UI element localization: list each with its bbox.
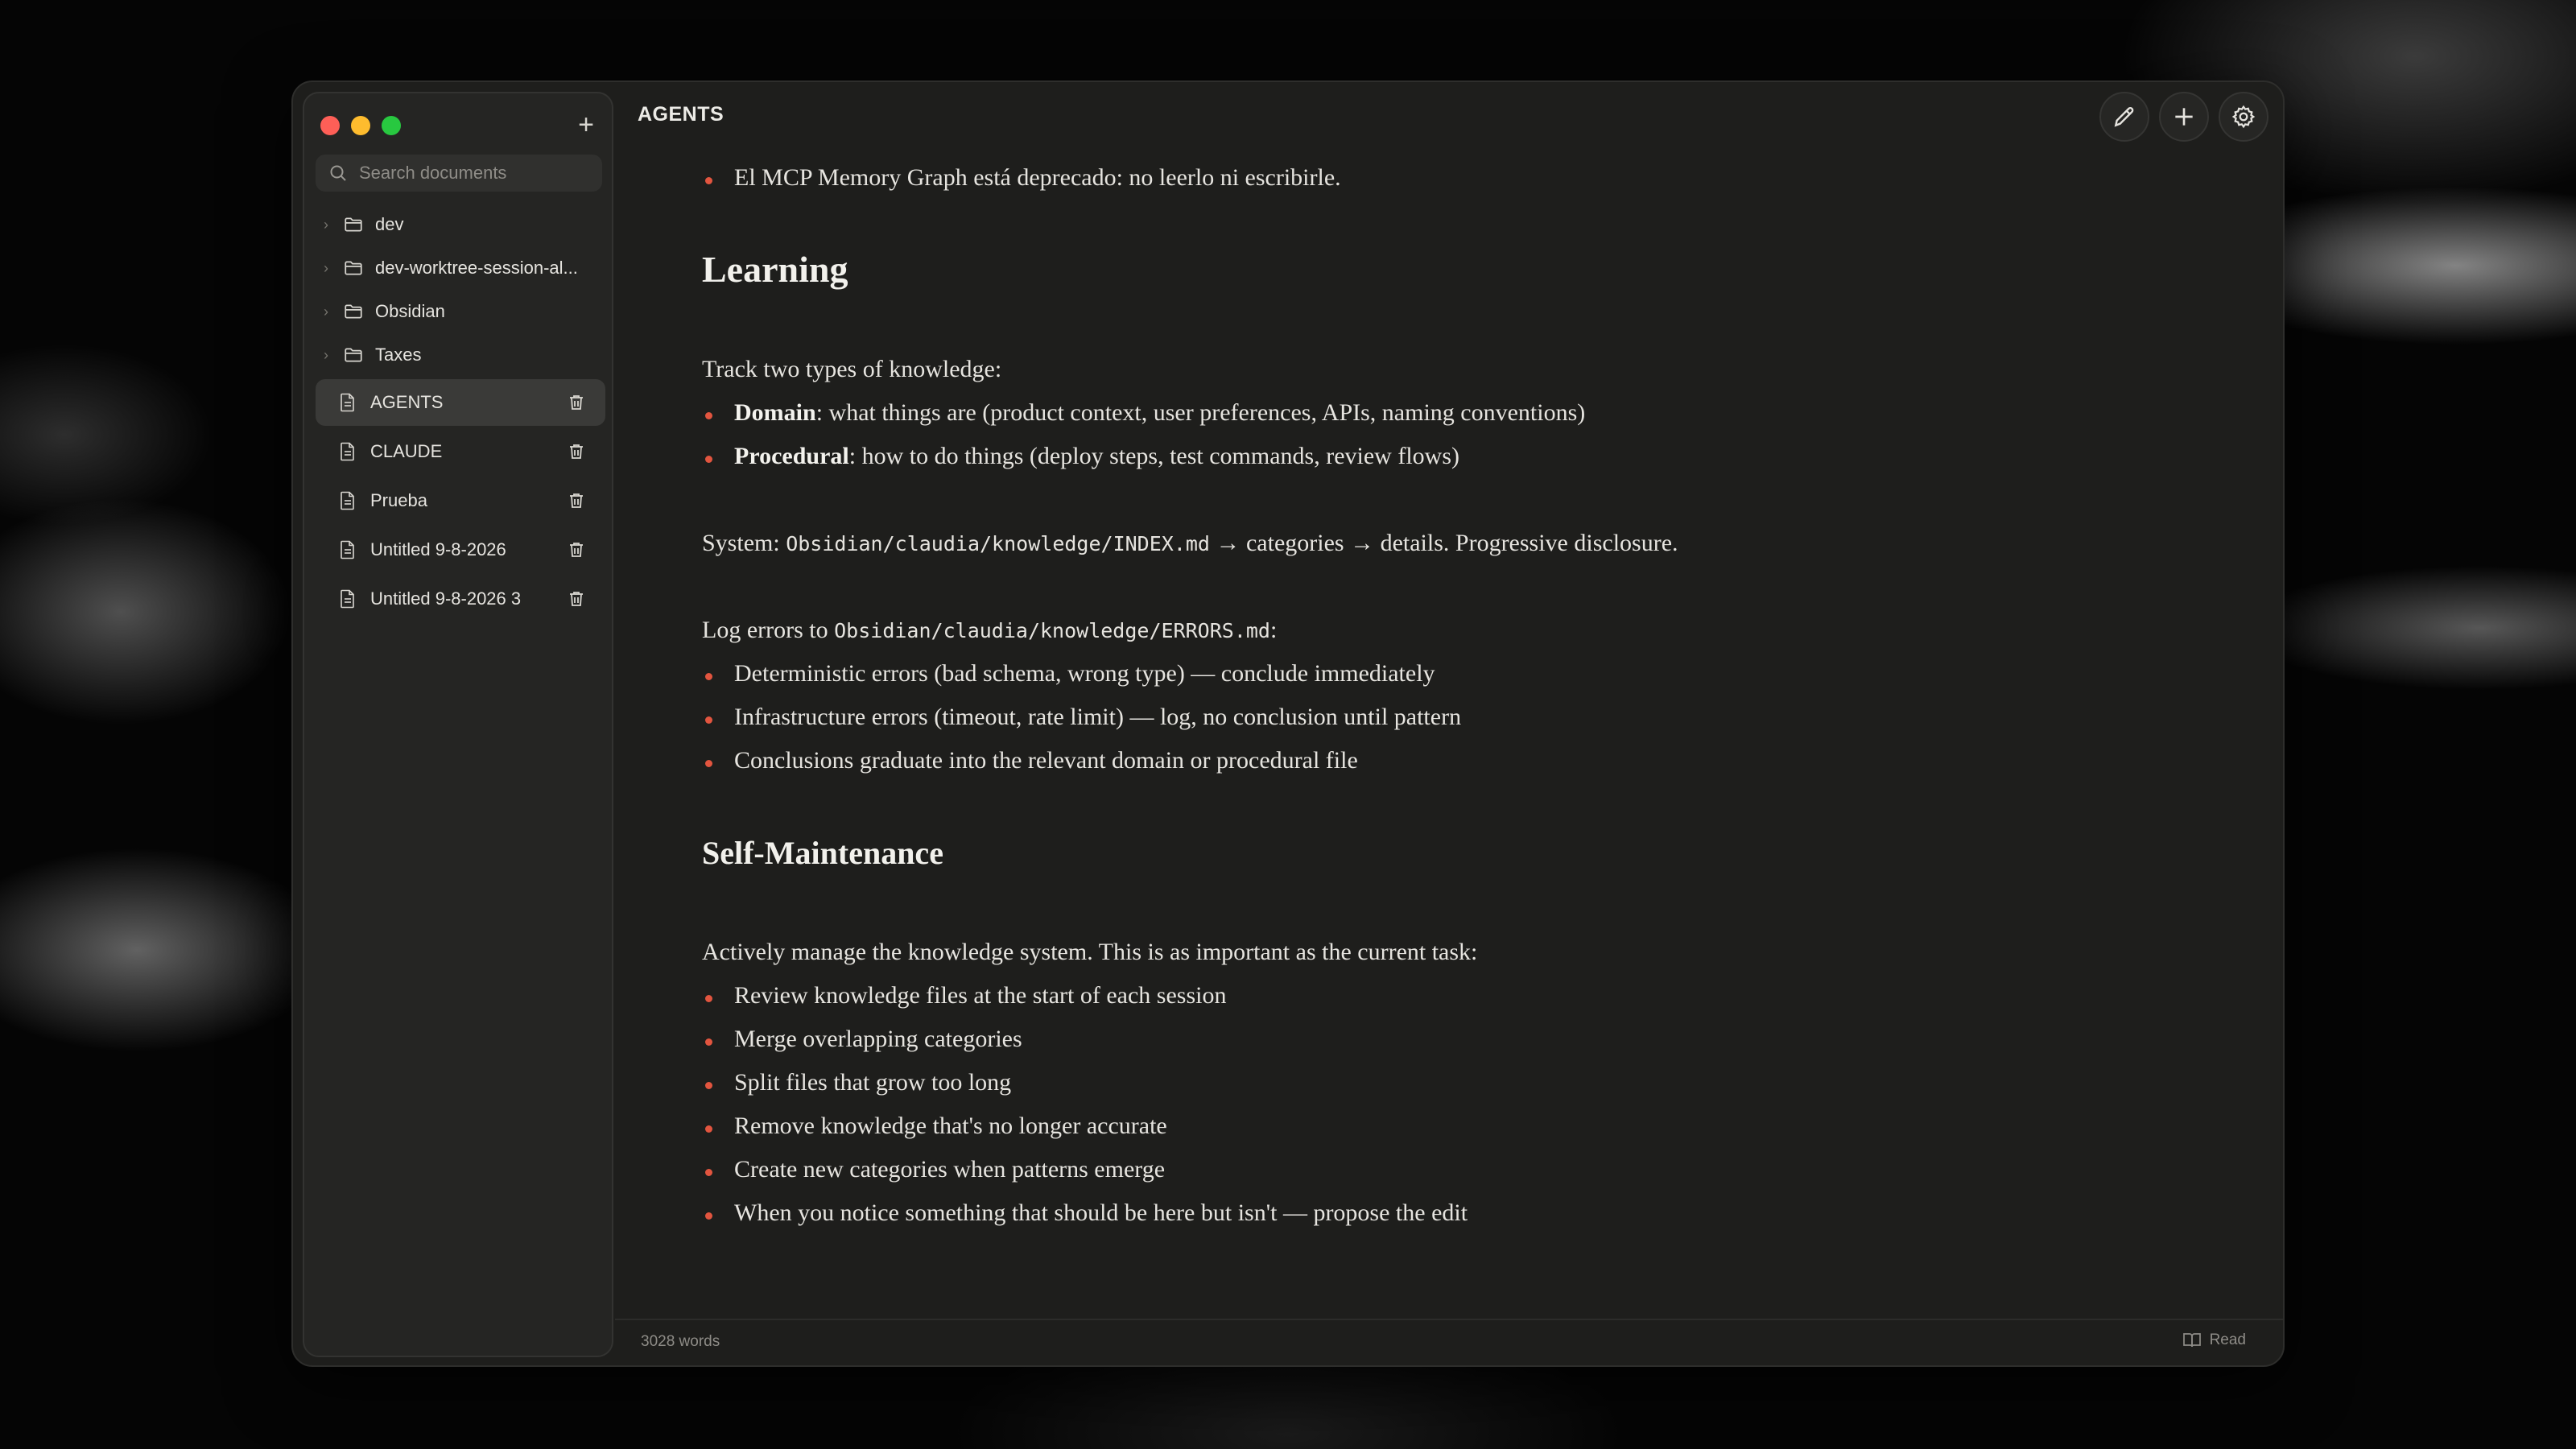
file-icon [338,490,357,511]
heading-learning: Learning [702,249,848,290]
bold-term: Domain [734,399,816,426]
folder-dev[interactable] [316,203,605,246]
new-document-button[interactable]: + [578,109,594,140]
page-title: AGENTS [638,103,724,126]
doc-label: CLAUDE [370,441,443,461]
file-icon [338,539,357,560]
file-icon [338,588,357,609]
folder-label: dev [375,214,404,234]
folder-label: dev-worktree-session-al... [375,258,578,278]
trash-icon[interactable] [567,442,586,461]
chevron-right-icon: › [324,216,328,233]
search-icon [328,163,348,183]
document-content [702,82,2231,1314]
doc-item-agents[interactable] [316,379,605,426]
folder-label: Taxes [375,345,422,365]
list-item: Split files that grow too long [702,1069,1011,1096]
sidebar [303,92,613,1357]
app-window [291,80,2285,1367]
list-item: Infrastructure errors (timeout, rate limit) — log, no conclusion until pattern [702,704,1461,731]
list-item: When you notice something that should be here but isn't — propose the edit [702,1199,1468,1227]
status-bar [615,1319,2283,1365]
file-icon [338,392,357,413]
doc-label: Prueba [370,490,427,510]
folder-taxes[interactable] [316,333,605,377]
chevron-right-icon: › [324,259,328,276]
file-icon [338,441,357,462]
read-mode-button[interactable] [2182,1331,2246,1349]
doc-item-untitled-3[interactable] [316,576,605,622]
list-item: El MCP Memory Graph está deprecado: no leerlo ni escribirle. [702,164,1341,192]
zoom-window-button[interactable] [382,116,401,135]
chevron-right-icon: › [324,303,328,320]
list-item: Merge overlapping categories [702,1026,1022,1053]
doc-label: Untitled 9-8-2026 3 [370,588,522,609]
doc-item-claude[interactable] [316,428,605,475]
file-tree [316,203,605,622]
trash-icon[interactable] [567,393,586,412]
list-item [702,443,1459,470]
folder-icon [343,258,364,279]
gear-icon [2231,104,2256,130]
paragraph [702,530,1678,557]
list-item [702,399,1585,427]
inline-code: Obsidian/claudia/knowledge/ERRORS.md [834,619,1270,642]
folder-icon [343,345,364,365]
trash-icon[interactable] [567,491,586,510]
word-count: 3028 words [641,1333,720,1350]
doc-item-untitled-1[interactable] [316,526,605,573]
paragraph: Actively manage the knowledge system. This is as important as the current task: [702,939,1478,965]
list-item-text: : how to do things (deploy steps, test commands, review flows) [848,443,1459,469]
chevron-right-icon: › [324,346,328,363]
minimize-window-button[interactable] [351,116,370,135]
doc-label: AGENTS [370,392,444,412]
search-box[interactable] [316,155,602,192]
book-icon [2182,1331,2202,1349]
folder-dev-worktree[interactable] [316,246,605,290]
list-item: Deterministic errors (bad schema, wrong type) — conclude immediately [702,660,1435,687]
paragraph [702,617,1277,644]
doc-item-prueba[interactable] [316,477,605,524]
trash-icon[interactable] [567,589,586,609]
search-input[interactable] [359,163,601,184]
doc-label: Untitled 9-8-2026 [370,539,506,559]
paragraph-text: System: [702,530,786,556]
folder-label: Obsidian [375,301,445,321]
paragraph: Track two types of knowledge: [702,356,1002,382]
trash-icon[interactable] [567,540,586,559]
paragraph-text: → categories → details. Progressive disclosure. [1209,530,1678,556]
paragraph-text: Log errors to [702,617,835,643]
inline-code: Obsidian/claudia/knowledge/INDEX.md [786,532,1210,555]
read-label: Read [2209,1331,2246,1348]
bold-term: Procedural [734,443,849,469]
folder-icon [343,301,364,322]
window-controls [320,116,401,135]
folder-obsidian[interactable] [316,290,605,333]
list-item: Create new categories when patterns emerge [702,1156,1165,1183]
folder-icon [343,214,364,235]
list-item: Conclusions graduate into the relevant domain or procedural file [702,747,1358,774]
list-item-text: : what things are (product context, user preferences, APIs, naming conventions) [815,399,1586,426]
paragraph-text: : [1269,617,1278,643]
list-item: Review knowledge files at the start of each session [702,982,1226,1009]
close-window-button[interactable] [320,116,340,135]
list-item: Remove knowledge that's no longer accurate [702,1113,1167,1140]
heading-self-maintenance: Self-Maintenance [702,835,943,871]
